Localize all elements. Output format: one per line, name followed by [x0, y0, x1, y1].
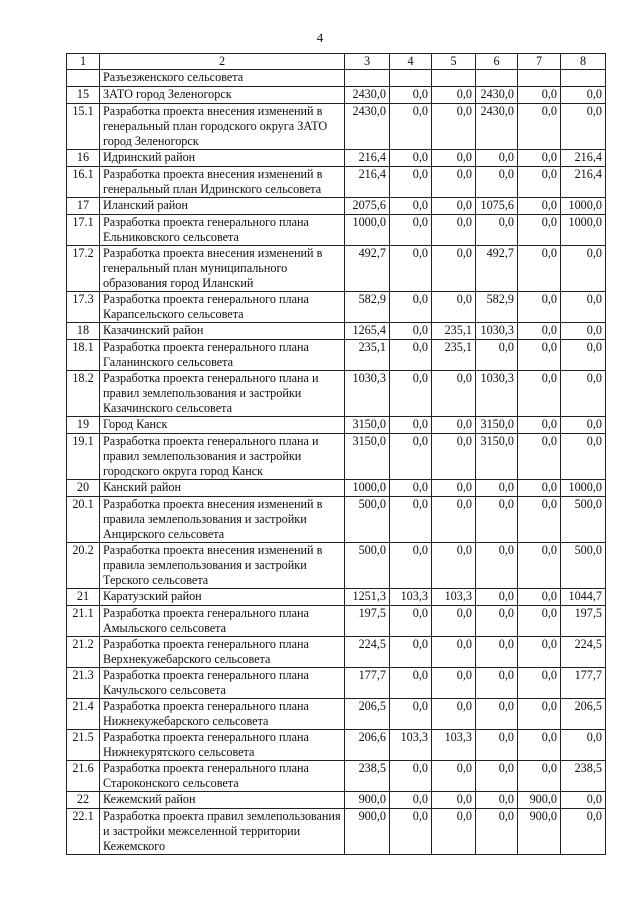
- table-row: [67, 87, 606, 104]
- value-cell: 0,0: [432, 104, 476, 150]
- value-cell: 0,0: [476, 637, 518, 668]
- value-cell: 0,0: [390, 323, 432, 340]
- row-number: 17.3: [67, 292, 100, 323]
- page-number: 4: [316, 30, 324, 45]
- value-cell: 0,0: [518, 543, 561, 589]
- value-cell: 0,0: [518, 761, 561, 792]
- value-cell: 0,0: [561, 809, 606, 855]
- value-cell: 0,0: [476, 761, 518, 792]
- value-cell: 0,0: [390, 668, 432, 699]
- row-number: [67, 70, 100, 87]
- value-cell: 1251,3: [345, 589, 390, 606]
- row-number: 19: [67, 417, 100, 434]
- row-name: Разработка проекта генерального плана Галанинского сельсовета: [100, 340, 345, 371]
- value-cell: 900,0: [345, 809, 390, 855]
- value-cell: 0,0: [432, 792, 476, 809]
- row-name: Разъезженского сельсовета: [100, 70, 345, 87]
- value-cell: 0,0: [432, 809, 476, 855]
- value-cell: 0,0: [390, 699, 432, 730]
- value-cell: 0,0: [390, 215, 432, 246]
- value-cell: [561, 70, 606, 87]
- value-cell: 0,0: [561, 792, 606, 809]
- value-cell: 197,5: [561, 606, 606, 637]
- row-name: Разработка проекта генерального плана Нижнекужебарского сельсовета: [100, 699, 345, 730]
- row-name: Разработка проекта генерального плана и правил землепользования и застройки Казачинского сельсовета: [100, 371, 345, 417]
- value-cell: 103,3: [432, 730, 476, 761]
- table-row: [67, 371, 606, 417]
- column-header: 2: [100, 54, 345, 70]
- value-cell: 206,5: [561, 699, 606, 730]
- row-name: Разработка проекта генерального плана Ельниковского сельсовета: [100, 215, 345, 246]
- row-number: 21.1: [67, 606, 100, 637]
- value-cell: 0,0: [518, 198, 561, 215]
- row-number: 18: [67, 323, 100, 340]
- row-name: Разработка проекта генерального плана Амыльского сельсовета: [100, 606, 345, 637]
- value-cell: 0,0: [476, 150, 518, 167]
- value-cell: 0,0: [518, 150, 561, 167]
- table-row: [67, 292, 606, 323]
- value-cell: 235,1: [432, 340, 476, 371]
- value-cell: 0,0: [476, 340, 518, 371]
- value-cell: 1000,0: [561, 198, 606, 215]
- value-cell: 3150,0: [345, 434, 390, 480]
- row-number: 21.6: [67, 761, 100, 792]
- value-cell: 0,0: [476, 699, 518, 730]
- value-cell: 0,0: [518, 417, 561, 434]
- value-cell: 0,0: [561, 246, 606, 292]
- value-cell: [432, 70, 476, 87]
- row-number: 21.2: [67, 637, 100, 668]
- value-cell: 1075,6: [476, 198, 518, 215]
- value-cell: 3150,0: [476, 434, 518, 480]
- row-name: ЗАТО город Зеленогорск: [100, 87, 345, 104]
- value-cell: 235,1: [432, 323, 476, 340]
- value-cell: 0,0: [432, 87, 476, 104]
- table-row: [67, 104, 606, 150]
- value-cell: 0,0: [432, 497, 476, 543]
- value-cell: 0,0: [432, 150, 476, 167]
- row-number: 15: [67, 87, 100, 104]
- value-cell: 1030,3: [476, 371, 518, 417]
- value-cell: 0,0: [476, 167, 518, 198]
- value-cell: 0,0: [561, 87, 606, 104]
- row-number: 20.2: [67, 543, 100, 589]
- value-cell: 0,0: [432, 246, 476, 292]
- value-cell: 0,0: [518, 292, 561, 323]
- value-cell: 0,0: [518, 497, 561, 543]
- table-row: [67, 730, 606, 761]
- value-cell: 500,0: [561, 497, 606, 543]
- value-cell: 0,0: [518, 323, 561, 340]
- table-row: [67, 606, 606, 637]
- column-header: 1: [67, 54, 100, 70]
- value-cell: 235,1: [345, 340, 390, 371]
- value-cell: 1044,7: [561, 589, 606, 606]
- row-number: 21: [67, 589, 100, 606]
- value-cell: 0,0: [432, 215, 476, 246]
- value-cell: 0,0: [476, 668, 518, 699]
- value-cell: 0,0: [390, 809, 432, 855]
- table-row: [67, 323, 606, 340]
- value-cell: 0,0: [432, 434, 476, 480]
- value-cell: [345, 70, 390, 87]
- row-name: Разработка проекта генерального плана Качульского сельсовета: [100, 668, 345, 699]
- table-row: [67, 497, 606, 543]
- value-cell: 0,0: [561, 340, 606, 371]
- table-row: [67, 668, 606, 699]
- value-cell: 1000,0: [345, 215, 390, 246]
- value-cell: 3150,0: [476, 417, 518, 434]
- value-cell: 0,0: [432, 480, 476, 497]
- value-cell: 0,0: [518, 589, 561, 606]
- value-cell: 0,0: [561, 417, 606, 434]
- value-cell: 0,0: [518, 215, 561, 246]
- value-cell: 238,5: [345, 761, 390, 792]
- value-cell: 0,0: [518, 730, 561, 761]
- row-number: 21.4: [67, 699, 100, 730]
- row-number: 19.1: [67, 434, 100, 480]
- value-cell: 0,0: [390, 87, 432, 104]
- value-cell: 3150,0: [345, 417, 390, 434]
- value-cell: 0,0: [432, 637, 476, 668]
- value-cell: 0,0: [518, 340, 561, 371]
- value-cell: 2430,0: [345, 104, 390, 150]
- column-header: 4: [390, 54, 432, 70]
- table-row: [67, 761, 606, 792]
- value-cell: 0,0: [561, 323, 606, 340]
- value-cell: 0,0: [476, 589, 518, 606]
- table-row: [67, 699, 606, 730]
- value-cell: 177,7: [345, 668, 390, 699]
- value-cell: 103,3: [390, 589, 432, 606]
- row-number: 16: [67, 150, 100, 167]
- table-row: [67, 246, 606, 292]
- value-cell: 0,0: [390, 371, 432, 417]
- row-name: Разработка проекта правил землепользования и застройки межселенной территории Кежемского: [100, 809, 345, 855]
- table-row: [67, 167, 606, 198]
- value-cell: 1030,3: [345, 371, 390, 417]
- value-cell: 0,0: [561, 104, 606, 150]
- value-cell: 0,0: [561, 434, 606, 480]
- value-cell: 224,5: [561, 637, 606, 668]
- table-header-row: [67, 54, 606, 70]
- value-cell: 2430,0: [476, 87, 518, 104]
- table-row: [67, 70, 606, 87]
- value-cell: 0,0: [561, 292, 606, 323]
- value-cell: 900,0: [518, 792, 561, 809]
- value-cell: 0,0: [390, 606, 432, 637]
- value-cell: 0,0: [518, 87, 561, 104]
- table-row: [67, 215, 606, 246]
- value-cell: 1000,0: [561, 215, 606, 246]
- table-row: [67, 480, 606, 497]
- table-row: [67, 792, 606, 809]
- table-row: [67, 543, 606, 589]
- table-row: [67, 434, 606, 480]
- value-cell: 0,0: [432, 371, 476, 417]
- value-cell: 500,0: [345, 497, 390, 543]
- value-cell: 582,9: [345, 292, 390, 323]
- value-cell: 103,3: [390, 730, 432, 761]
- table-row: [67, 417, 606, 434]
- value-cell: 1000,0: [561, 480, 606, 497]
- value-cell: 0,0: [390, 417, 432, 434]
- value-cell: 0,0: [518, 371, 561, 417]
- column-header: 8: [561, 54, 606, 70]
- value-cell: 0,0: [432, 292, 476, 323]
- value-cell: 103,3: [432, 589, 476, 606]
- value-cell: 206,5: [345, 699, 390, 730]
- row-name: Идринский район: [100, 150, 345, 167]
- value-cell: 0,0: [476, 497, 518, 543]
- value-cell: 0,0: [518, 434, 561, 480]
- value-cell: 216,4: [561, 167, 606, 198]
- row-name: Казачинский район: [100, 323, 345, 340]
- value-cell: 0,0: [432, 543, 476, 589]
- value-cell: 0,0: [518, 637, 561, 668]
- value-cell: 0,0: [432, 417, 476, 434]
- value-cell: 0,0: [390, 543, 432, 589]
- value-cell: 0,0: [476, 480, 518, 497]
- value-cell: [518, 70, 561, 87]
- value-cell: 582,9: [476, 292, 518, 323]
- row-number: 21.3: [67, 668, 100, 699]
- value-cell: 0,0: [390, 150, 432, 167]
- value-cell: 0,0: [390, 198, 432, 215]
- value-cell: 500,0: [561, 543, 606, 589]
- row-number: 17: [67, 198, 100, 215]
- row-name: Разработка проекта внесения изменений в правила землепользования и застройки Терского сельсовета: [100, 543, 345, 589]
- value-cell: 0,0: [390, 292, 432, 323]
- table-row: [67, 637, 606, 668]
- table-row: [67, 340, 606, 371]
- value-cell: 0,0: [390, 246, 432, 292]
- row-number: 18.2: [67, 371, 100, 417]
- row-name: Разработка проекта генерального плана Староконского сельсовета: [100, 761, 345, 792]
- table-row: [67, 198, 606, 215]
- budget-table: [66, 53, 606, 855]
- row-number: 17.2: [67, 246, 100, 292]
- value-cell: 0,0: [390, 104, 432, 150]
- table-row: [67, 589, 606, 606]
- value-cell: 0,0: [390, 792, 432, 809]
- value-cell: 492,7: [345, 246, 390, 292]
- value-cell: 0,0: [432, 668, 476, 699]
- value-cell: [476, 70, 518, 87]
- table-row: [67, 150, 606, 167]
- row-number: 22.1: [67, 809, 100, 855]
- value-cell: 0,0: [390, 480, 432, 497]
- value-cell: 238,5: [561, 761, 606, 792]
- row-name: Разработка проекта генерального плана Нижнекурятского сельсовета: [100, 730, 345, 761]
- value-cell: 900,0: [345, 792, 390, 809]
- value-cell: 0,0: [432, 699, 476, 730]
- value-cell: 0,0: [390, 761, 432, 792]
- table-row: [67, 809, 606, 855]
- value-cell: 1030,3: [476, 323, 518, 340]
- value-cell: 0,0: [432, 198, 476, 215]
- row-name: Каратузский район: [100, 589, 345, 606]
- row-name: Иланский район: [100, 198, 345, 215]
- row-name: Разработка проекта внесения изменений в генеральный план Идринского сельсовета: [100, 167, 345, 198]
- value-cell: 0,0: [390, 340, 432, 371]
- value-cell: 0,0: [476, 809, 518, 855]
- value-cell: 1265,4: [345, 323, 390, 340]
- value-cell: 0,0: [561, 730, 606, 761]
- value-cell: 0,0: [518, 104, 561, 150]
- column-header: 7: [518, 54, 561, 70]
- value-cell: 1000,0: [345, 480, 390, 497]
- column-header: 3: [345, 54, 390, 70]
- value-cell: 0,0: [432, 606, 476, 637]
- row-name: Разработка проекта генерального плана Карапсельского сельсовета: [100, 292, 345, 323]
- value-cell: 0,0: [476, 730, 518, 761]
- value-cell: 216,4: [345, 150, 390, 167]
- row-number: 17.1: [67, 215, 100, 246]
- value-cell: 0,0: [390, 497, 432, 543]
- value-cell: 900,0: [518, 809, 561, 855]
- row-number: 21.5: [67, 730, 100, 761]
- value-cell: 0,0: [518, 167, 561, 198]
- value-cell: 492,7: [476, 246, 518, 292]
- row-name: Разработка проекта генерального плана и правил землепользования и застройки городского округа город Канск: [100, 434, 345, 480]
- value-cell: 0,0: [518, 606, 561, 637]
- value-cell: 500,0: [345, 543, 390, 589]
- value-cell: 0,0: [518, 480, 561, 497]
- row-number: 20: [67, 480, 100, 497]
- row-number: 20.1: [67, 497, 100, 543]
- value-cell: 0,0: [518, 699, 561, 730]
- value-cell: 2075,6: [345, 198, 390, 215]
- value-cell: 206,6: [345, 730, 390, 761]
- value-cell: 224,5: [345, 637, 390, 668]
- row-name: Город Канск: [100, 417, 345, 434]
- value-cell: 0,0: [476, 792, 518, 809]
- row-name: Разработка проекта внесения изменений в генеральный план муниципального образования город Иланский: [100, 246, 345, 292]
- value-cell: 0,0: [476, 543, 518, 589]
- value-cell: 0,0: [476, 215, 518, 246]
- value-cell: 0,0: [518, 668, 561, 699]
- row-number: 15.1: [67, 104, 100, 150]
- value-cell: 0,0: [390, 167, 432, 198]
- value-cell: 216,4: [561, 150, 606, 167]
- value-cell: 0,0: [390, 434, 432, 480]
- row-name: Кежемский район: [100, 792, 345, 809]
- value-cell: 0,0: [561, 371, 606, 417]
- value-cell: 2430,0: [476, 104, 518, 150]
- row-number: 18.1: [67, 340, 100, 371]
- value-cell: 0,0: [476, 606, 518, 637]
- value-cell: 216,4: [345, 167, 390, 198]
- value-cell: 0,0: [432, 167, 476, 198]
- row-name: Разработка проекта внесения изменений в генеральный план городского округа ЗАТО город Зеленогорск: [100, 104, 345, 150]
- value-cell: 197,5: [345, 606, 390, 637]
- value-cell: 0,0: [432, 761, 476, 792]
- row-number: 16.1: [67, 167, 100, 198]
- value-cell: 0,0: [518, 246, 561, 292]
- value-cell: [390, 70, 432, 87]
- value-cell: 177,7: [561, 668, 606, 699]
- row-name: Разработка проекта внесения изменений в правила землепользования и застройки Анцирского сельсовета: [100, 497, 345, 543]
- row-name: Разработка проекта генерального плана Верхнекужебарского сельсовета: [100, 637, 345, 668]
- column-header: 6: [476, 54, 518, 70]
- row-name: Канский район: [100, 480, 345, 497]
- column-header: 5: [432, 54, 476, 70]
- value-cell: 2430,0: [345, 87, 390, 104]
- row-number: 22: [67, 792, 100, 809]
- value-cell: 0,0: [390, 637, 432, 668]
